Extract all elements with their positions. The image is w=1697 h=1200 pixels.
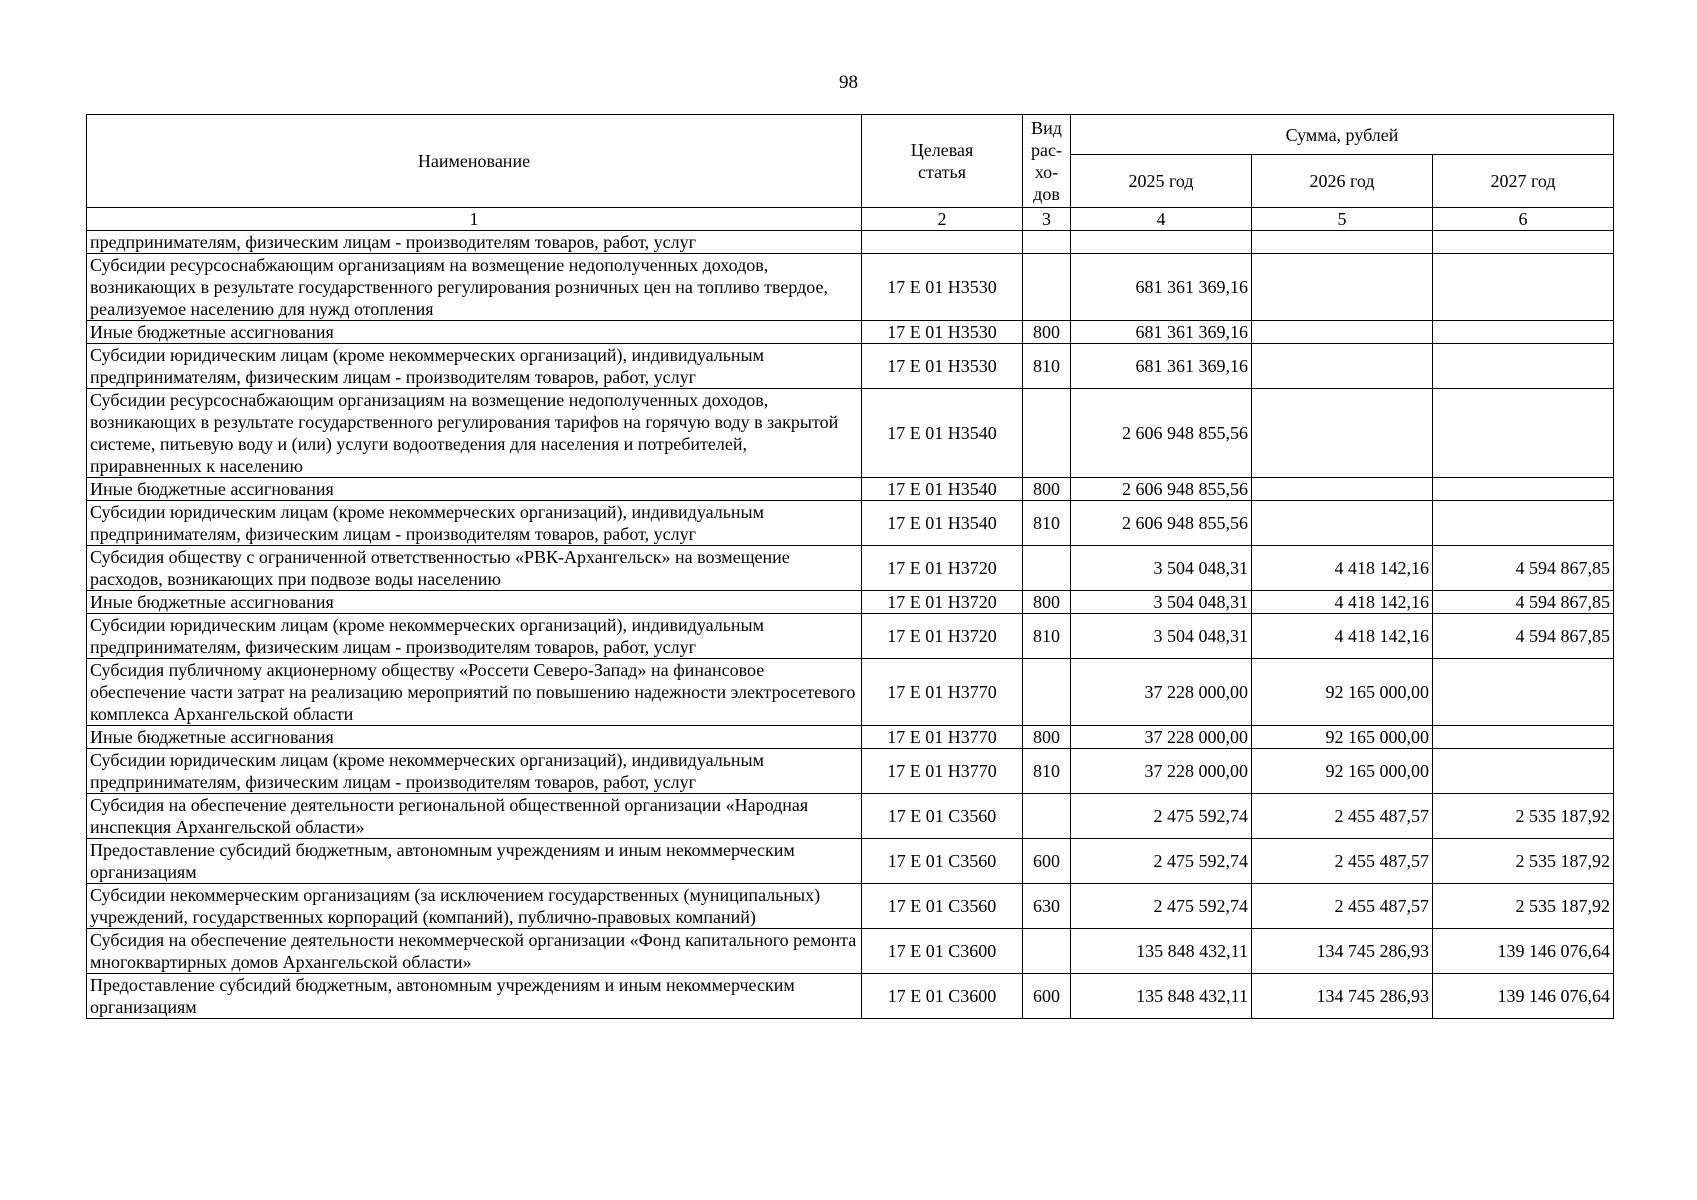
cell-target-article	[862, 231, 1023, 254]
cell-target-article: 17 Е 01 С3560	[862, 839, 1023, 884]
cell-expense-type: 600	[1023, 974, 1071, 1019]
column-number: 4	[1071, 208, 1252, 231]
cell-amount-2026: 4 418 142,16	[1252, 591, 1433, 614]
cell-amount-2025: 2 475 592,74	[1071, 839, 1252, 884]
page-number: 98	[839, 72, 858, 93]
cell-name: Предоставление субсидий бюджетным, автономным учреждениям и иным некоммерческим организациям	[87, 974, 862, 1019]
cell-target-article: 17 Е 01 С3560	[862, 794, 1023, 839]
cell-name: Субсидии юридическим лицам (кроме некоммерческих организаций), индивидуальным предпринимателям, физическим лицам - производителям товаров, работ, услуг	[87, 344, 862, 389]
cell-amount-2025: 37 228 000,00	[1071, 749, 1252, 794]
cell-expense-type: 800	[1023, 726, 1071, 749]
cell-amount-2025: 3 504 048,31	[1071, 591, 1252, 614]
cell-expense-type: 810	[1023, 749, 1071, 794]
cell-expense-type	[1023, 929, 1071, 974]
cell-expense-type: 810	[1023, 614, 1071, 659]
table-row	[87, 321, 1614, 344]
cell-target-article: 17 Е 01 С3600	[862, 929, 1023, 974]
cell-name: Иные бюджетные ассигнования	[87, 321, 862, 344]
table-row	[87, 726, 1614, 749]
cell-amount-2026	[1252, 344, 1433, 389]
cell-name: Субсидии юридическим лицам (кроме некоммерческих организаций), индивидуальным предпринимателям, физическим лицам - производителям товаров, работ, услуг	[87, 614, 862, 659]
cell-amount-2025: 3 504 048,31	[1071, 614, 1252, 659]
cell-amount-2025: 135 848 432,11	[1071, 974, 1252, 1019]
header-target-article: Целевая статья	[862, 115, 1023, 208]
table-row	[87, 344, 1614, 389]
cell-expense-type: 800	[1023, 591, 1071, 614]
cell-amount-2026: 4 418 142,16	[1252, 614, 1433, 659]
cell-amount-2025: 135 848 432,11	[1071, 929, 1252, 974]
cell-amount-2027	[1433, 321, 1614, 344]
cell-amount-2027	[1433, 478, 1614, 501]
cell-name: Субсидия на обеспечение деятельности некоммерческой организации «Фонд капитального ремонта многоквартирных домов Архангельской области»	[87, 929, 862, 974]
cell-amount-2025: 2 606 948 855,56	[1071, 501, 1252, 546]
cell-amount-2027	[1433, 254, 1614, 321]
cell-amount-2027: 139 146 076,64	[1433, 974, 1614, 1019]
cell-amount-2026: 2 455 487,57	[1252, 839, 1433, 884]
cell-target-article: 17 Е 01 Н3720	[862, 614, 1023, 659]
column-number: 3	[1023, 208, 1071, 231]
cell-name: Иные бюджетные ассигнования	[87, 591, 862, 614]
cell-amount-2026	[1252, 321, 1433, 344]
table-row	[87, 884, 1614, 929]
table-row	[87, 794, 1614, 839]
cell-target-article: 17 Е 01 Н3720	[862, 591, 1023, 614]
cell-amount-2025: 2 475 592,74	[1071, 794, 1252, 839]
column-number: 2	[862, 208, 1023, 231]
cell-amount-2025: 2 475 592,74	[1071, 884, 1252, 929]
table-row	[87, 546, 1614, 591]
cell-amount-2026	[1252, 501, 1433, 546]
table-row	[87, 839, 1614, 884]
cell-amount-2026: 92 165 000,00	[1252, 749, 1433, 794]
cell-name: Субсидии ресурсоснабжающим организациям на возмещение недополученных доходов, возникающих в результате государственного регулирования розничных цен на топливо твердое, реализуемое населению для нужд отопления	[87, 254, 862, 321]
cell-amount-2025	[1071, 231, 1252, 254]
table-row	[87, 614, 1614, 659]
cell-target-article: 17 Е 01 Н3770	[862, 659, 1023, 726]
table-body	[87, 231, 1614, 1019]
cell-target-article: 17 Е 01 Н3530	[862, 254, 1023, 321]
cell-expense-type: 800	[1023, 478, 1071, 501]
cell-amount-2027	[1433, 726, 1614, 749]
cell-expense-type	[1023, 231, 1071, 254]
cell-target-article: 17 Е 01 Н3720	[862, 546, 1023, 591]
cell-amount-2027: 4 594 867,85	[1433, 546, 1614, 591]
cell-amount-2026: 134 745 286,93	[1252, 929, 1433, 974]
header-year-2027: 2027 год	[1433, 155, 1614, 208]
cell-amount-2026	[1252, 231, 1433, 254]
table-row	[87, 749, 1614, 794]
cell-amount-2025: 2 606 948 855,56	[1071, 478, 1252, 501]
cell-amount-2026: 92 165 000,00	[1252, 659, 1433, 726]
cell-expense-type: 810	[1023, 344, 1071, 389]
cell-amount-2025: 37 228 000,00	[1071, 726, 1252, 749]
cell-amount-2026	[1252, 389, 1433, 478]
cell-name: Субсидии юридическим лицам (кроме некоммерческих организаций), индивидуальным предпринимателям, физическим лицам - производителям товаров, работ, услуг	[87, 749, 862, 794]
column-number: 5	[1252, 208, 1433, 231]
cell-expense-type	[1023, 389, 1071, 478]
cell-amount-2027	[1433, 501, 1614, 546]
table-row	[87, 659, 1614, 726]
cell-expense-type	[1023, 546, 1071, 591]
cell-expense-type	[1023, 254, 1071, 321]
table-row	[87, 254, 1614, 321]
cell-amount-2025: 37 228 000,00	[1071, 659, 1252, 726]
table-row	[87, 478, 1614, 501]
table-header	[87, 115, 1614, 231]
table-row	[87, 974, 1614, 1019]
table-row	[87, 929, 1614, 974]
cell-name: Субсидия обществу с ограниченной ответственностью «РВК-Архангельск» на возмещение расходов, возникающих при подвозе воды населению	[87, 546, 862, 591]
cell-amount-2025: 681 361 369,16	[1071, 254, 1252, 321]
cell-name: Иные бюджетные ассигнования	[87, 478, 862, 501]
cell-amount-2027	[1433, 389, 1614, 478]
cell-name: Иные бюджетные ассигнования	[87, 726, 862, 749]
header-year-2025: 2025 год	[1071, 155, 1252, 208]
cell-target-article: 17 Е 01 С3600	[862, 974, 1023, 1019]
table-row	[87, 231, 1614, 254]
cell-amount-2026: 92 165 000,00	[1252, 726, 1433, 749]
cell-amount-2027: 2 535 187,92	[1433, 884, 1614, 929]
budget-table	[86, 114, 1614, 1019]
table-row	[87, 389, 1614, 478]
cell-expense-type	[1023, 659, 1071, 726]
cell-amount-2027	[1433, 344, 1614, 389]
cell-expense-type	[1023, 794, 1071, 839]
column-number: 1	[87, 208, 862, 231]
table-row	[87, 591, 1614, 614]
cell-amount-2027	[1433, 231, 1614, 254]
cell-amount-2025: 681 361 369,16	[1071, 344, 1252, 389]
cell-target-article: 17 Е 01 Н3540	[862, 389, 1023, 478]
cell-amount-2026	[1252, 254, 1433, 321]
cell-amount-2027: 2 535 187,92	[1433, 794, 1614, 839]
cell-amount-2026: 2 455 487,57	[1252, 794, 1433, 839]
cell-name: Субсидия публичному акционерному обществу «Россети Северо-Запад» на финансовое обеспечение части затрат на реализацию мероприятий по повышению надежности электросетевого комплекса Архангельской области	[87, 659, 862, 726]
cell-expense-type: 810	[1023, 501, 1071, 546]
cell-amount-2025: 2 606 948 855,56	[1071, 389, 1252, 478]
cell-name: Субсидия на обеспечение деятельности региональной общественной организации «Народная инспекция Архангельской области»	[87, 794, 862, 839]
cell-amount-2027: 2 535 187,92	[1433, 839, 1614, 884]
cell-expense-type: 630	[1023, 884, 1071, 929]
cell-target-article: 17 Е 01 Н3540	[862, 501, 1023, 546]
column-number: 6	[1433, 208, 1614, 231]
cell-amount-2025: 681 361 369,16	[1071, 321, 1252, 344]
cell-target-article: 17 Е 01 С3560	[862, 884, 1023, 929]
cell-amount-2027: 4 594 867,85	[1433, 614, 1614, 659]
cell-target-article: 17 Е 01 Н3540	[862, 478, 1023, 501]
cell-amount-2027	[1433, 749, 1614, 794]
cell-target-article: 17 Е 01 Н3770	[862, 726, 1023, 749]
cell-name: Субсидии ресурсоснабжающим организациям на возмещение недополученных доходов, возникающих в результате государственного регулирования тарифов на горячую воду в закрытой системе, питьевую воду и (или) услуги водоотведения для населения и потребителей, приравненных к населению	[87, 389, 862, 478]
cell-amount-2026	[1252, 478, 1433, 501]
cell-amount-2026: 2 455 487,57	[1252, 884, 1433, 929]
cell-expense-type: 600	[1023, 839, 1071, 884]
cell-amount-2026: 4 418 142,16	[1252, 546, 1433, 591]
cell-amount-2027: 139 146 076,64	[1433, 929, 1614, 974]
cell-expense-type: 800	[1023, 321, 1071, 344]
column-numbers-row	[87, 208, 1614, 231]
table-row	[87, 501, 1614, 546]
header-expense-type: Вид рас-хо-дов	[1023, 115, 1071, 208]
cell-name: Предоставление субсидий бюджетным, автономным учреждениям и иным некоммерческим организациям	[87, 839, 862, 884]
cell-name: Субсидии юридическим лицам (кроме некоммерческих организаций), индивидуальным предпринимателям, физическим лицам - производителям товаров, работ, услуг	[87, 501, 862, 546]
cell-amount-2026: 134 745 286,93	[1252, 974, 1433, 1019]
header-sum: Сумма, рублей	[1071, 115, 1614, 155]
cell-amount-2027: 4 594 867,85	[1433, 591, 1614, 614]
cell-amount-2025: 3 504 048,31	[1071, 546, 1252, 591]
cell-name: Субсидии некоммерческим организациям (за исключением государственных (муниципальных) учреждений, государственных корпораций (компаний), публично-правовых компаний)	[87, 884, 862, 929]
header-name: Наименование	[87, 115, 862, 208]
cell-target-article: 17 Е 01 Н3770	[862, 749, 1023, 794]
cell-amount-2027	[1433, 659, 1614, 726]
header-year-2026: 2026 год	[1252, 155, 1433, 208]
cell-name: предпринимателям, физическим лицам - производителям товаров, работ, услуг	[87, 231, 862, 254]
cell-target-article: 17 Е 01 Н3530	[862, 344, 1023, 389]
cell-target-article: 17 Е 01 Н3530	[862, 321, 1023, 344]
